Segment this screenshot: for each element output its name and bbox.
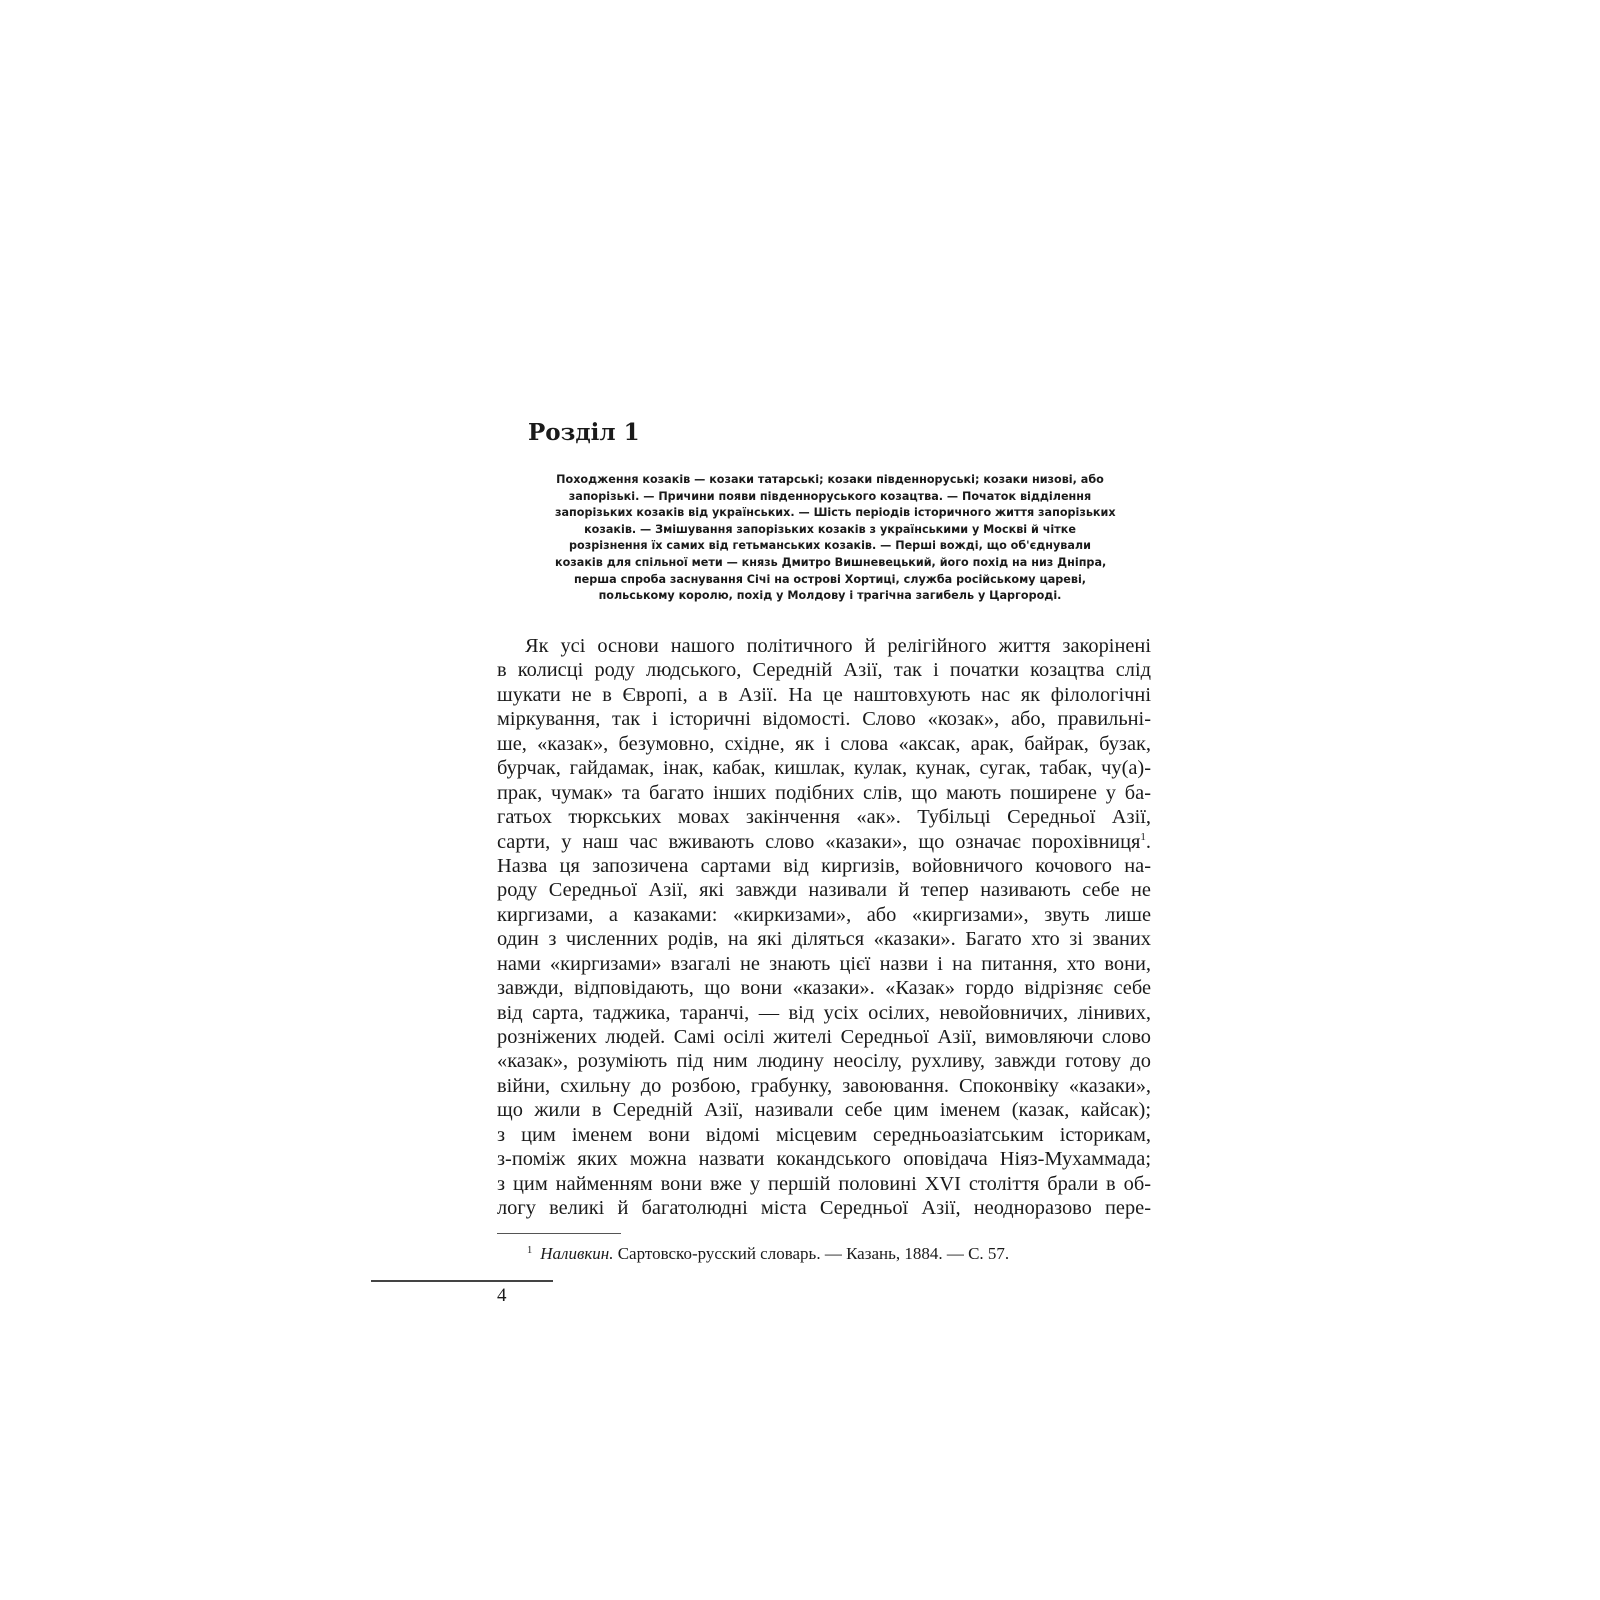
body-line: киргизами, а казаками: «киркизами», або «киргизами», звуть лише — [497, 903, 1151, 926]
body-line: в колисці роду людського, Середній Азії, так і початки козацтва слід — [497, 659, 1151, 682]
body-line: шукати не в Європі, а в Азії. На це наштовхують нас як філологічні — [497, 683, 1151, 706]
body-line: «казак», розуміють під ним людину неосілу, рухливу, завжди готову до — [497, 1050, 1151, 1073]
summary-line: польському королю, похід у Молдову і трагічна загибель у Царгороді. — [598, 589, 1062, 603]
summary-line: розрізнення їх самих від гетьманських козаків. — Перші вожді, що об'єднували — [569, 539, 1091, 553]
body-line: Назва ця запозичена сартами від киргизів, войовничого кочового на- — [497, 854, 1151, 877]
body-line: з цим іменем вони відомі місцевим середньоазіатським історикам, — [497, 1123, 1151, 1146]
summary-line: Походження козаків — козаки татарські; козаки південноруські; козаки низові, або — [556, 473, 1104, 486]
body-line: завжди, відповідають, що вони «казаки». «Казак» гордо відрізняє себе — [497, 977, 1151, 1000]
body-line: бурчак, гайдамак, інак, кабак, кишлак, кулак, кунак, сугак, табак, чу(а)- — [497, 757, 1151, 780]
page-number: 4 — [497, 1285, 507, 1306]
footnote-reference[interactable]: 1 — [1140, 830, 1146, 843]
body-line: логу великі й багатолюдні міста Середньої Азії, неодноразово пере- — [497, 1197, 1151, 1220]
body-line: Як усі основи нашого політичного й релігійного життя закорінені — [525, 635, 1151, 657]
body-line: роду Середньої Азії, які завжди називали й тепер називають себе не — [497, 879, 1151, 902]
body-line: від сарта, таджика, таранчі, — від усіх осілих, невойовничих, лінивих, — [497, 1001, 1151, 1024]
chapter-summary — [555, 472, 1116, 605]
summary-line: козаків для спільної мети — князь Дмитро Вишневецький, його похід на низ Дніпра, — [555, 555, 1107, 569]
body-paragraph — [497, 634, 1151, 1221]
body-line: один з численних родів, на які діляться «казаки». Багато хто зі званих — [497, 928, 1151, 951]
body-line: війни, схильну до розбою, грабунку, завоювання. Споконвіку «казаки», — [497, 1074, 1151, 1097]
body-line: прак, чумак» та багато інших подібних слів, що мають поширене у ба- — [497, 781, 1151, 804]
footnote-divider — [497, 1233, 621, 1234]
body-line: що жили в Середній Азії, називали себе цим іменем (казак, кайсак); — [497, 1099, 1151, 1122]
body-line: з цим найменням вони вже у першій половині XVI століття брали в об- — [497, 1172, 1151, 1195]
body-line: міркування, так і історичні відомості. Слово «козак», або, правильні- — [497, 708, 1151, 731]
footnote-text: Сартовско-русский словарь. — Казань, 1884. — С. 57. — [613, 1244, 1010, 1263]
body-line-with-footnote-ref — [497, 830, 1151, 854]
page-number-rule — [371, 1280, 553, 1282]
body-line: нами «киргизами» взагалі не знають цієї назви і на питання, хто вони, — [497, 952, 1151, 975]
footnote-number: 1 — [527, 1245, 533, 1256]
chapter-title: Розділ 1 — [528, 419, 640, 446]
footnote-author: Наливкин. — [540, 1244, 614, 1263]
summary-line: запорізьких козаків від українських. — Шість періодів історичного життя запорізьких — [555, 506, 1116, 520]
body-line: розніжених людей. Самі осілі жителі Середньої Азії, вимовляючи слово — [497, 1026, 1151, 1048]
body-line: з-поміж яких можна назвати кокандського оповідача Ніяз-Мухаммада; — [497, 1148, 1151, 1171]
footnote — [527, 1240, 1009, 1265]
summary-line: перша спроба заснування Січі на острові Хортиці, служба російському цареві, — [573, 572, 1087, 586]
summary-line: козаків. — Змішування запорізьких козаків з українськими у Москві й чітке — [584, 522, 1076, 536]
body-line-text: сарти, у наш час вживають слово «казаки», що означає порохівниця — [497, 830, 1141, 853]
body-line: гатьох тюркських мовах закінчення «ак». Тубільці Середньої Азії, — [497, 806, 1151, 829]
body-line: ше, «казак», безумовно, східне, як і слова «аксак, арак, байрак, бузак, — [497, 732, 1151, 755]
summary-line: запорізькі. — Причини появи південноруського козацтва. — Початок відділення — [568, 489, 1092, 503]
body-line-tail: . — [1145, 830, 1151, 853]
